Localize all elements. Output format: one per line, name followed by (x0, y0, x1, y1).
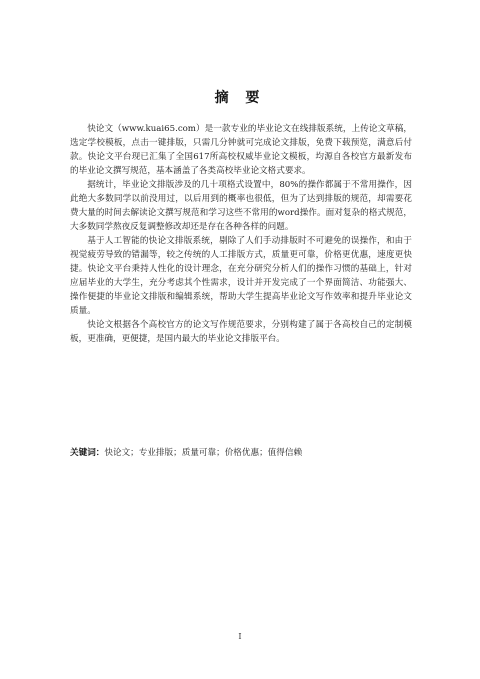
page-title: 摘 要 (214, 90, 266, 106)
keywords-label: 关键词： (70, 448, 105, 458)
abstract-paragraph-4: 快论文根据各个高校官方的论文写作规范要求，分别构建了属于各高校自己的定制模板，更准确，更便捷，是国内最大的毕业论文排版平台。 (70, 320, 412, 344)
keywords-line (70, 446, 412, 460)
abstract-body (70, 122, 412, 346)
page-number: I (238, 632, 242, 641)
keywords-text: 快论文；专业排版；质量可靠；价格优惠；值得信赖 (104, 448, 303, 458)
abstract-paragraph-2: 据统计，毕业论文排版涉及的几十项格式设置中，80%的操作都属于不常用操作，因此绝大多数同学以前没用过，以后用到的概率也很低，但为了达到排版的规范，却需要花费大量的时间去解读论文撰写规范和学习这些不常用的word操作。面对复杂的格式规范，大多数同学熬夜反复调整修改却还是存在各种各样的问题。 (70, 180, 412, 232)
abstract-paragraph-1: 快论文（www.kuai65.com）是一款专业的毕业论文在线排版系统，上传论文草稿，选定学校模板，点击一键排版，只需几分钟就可完成论文排版，免费下载预览，满意后付款。快论文平台现已汇集了全国617所高校权威毕业论文模板，均源自各校官方最新发布的毕业论文撰写规范，基本涵盖了各类高校毕业论文格式要求。 (70, 124, 412, 176)
abstract-paragraph-3: 基于人工智能的快论文排版系统，剔除了人们手动排版时不可避免的误操作，和由于视觉疲劳导致的错漏等，较之传统的人工排版方式，质量更可靠，价格更优惠，速度更快捷。快论文平台秉持人性化的设计理念，在充分研究分析人们的操作习惯的基础上，针对应届毕业的大学生，充分考虑其个性需求，设计并开发完成了一个界面简洁、功能强大、操作便捷的毕业论文排版和编辑系统，帮助大学生提高毕业论文写作效率和提升毕业论文质量。 (70, 236, 412, 316)
